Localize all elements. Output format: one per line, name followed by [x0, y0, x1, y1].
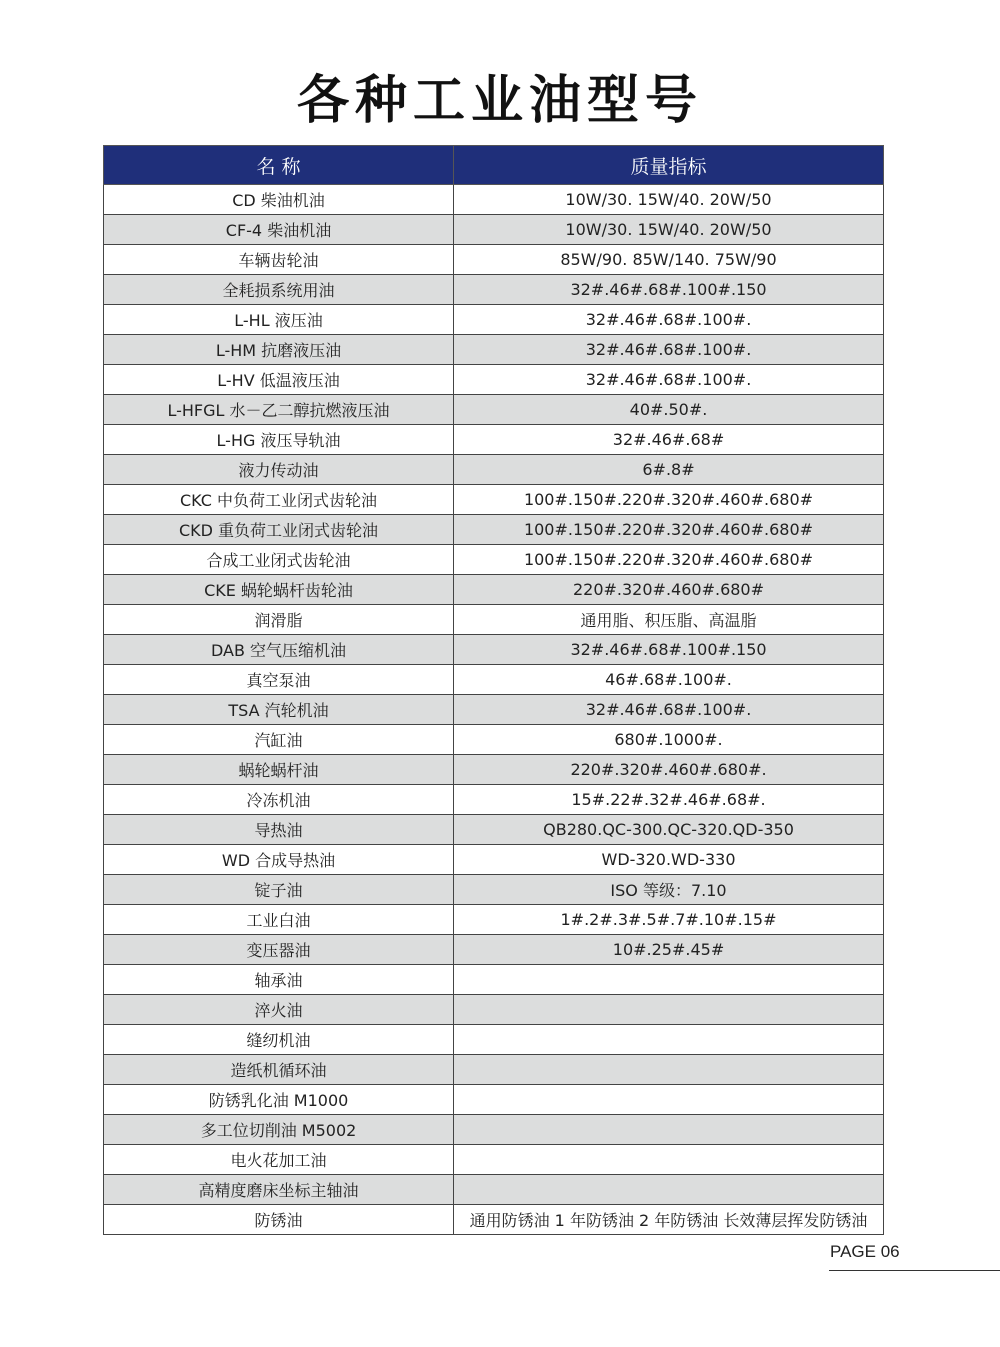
quality-spec-cell: 32#.46#.68#.100#.: [454, 695, 884, 725]
table-row: [104, 1025, 884, 1055]
table-row: [104, 185, 884, 215]
product-name-cell: 防锈油: [104, 1205, 454, 1235]
quality-spec-cell: 40#.50#.: [454, 395, 884, 425]
footer-rule: [829, 1270, 1000, 1271]
product-name-cell: 造纸机循环油: [104, 1055, 454, 1085]
quality-spec-cell: WD-320.WD-330: [454, 845, 884, 875]
quality-spec-cell: [454, 1145, 884, 1175]
table-row: [104, 905, 884, 935]
quality-spec-cell: 32#.46#.68#.100#.: [454, 365, 884, 395]
table-row: [104, 455, 884, 485]
table-row: [104, 1205, 884, 1235]
quality-spec-cell: [454, 1115, 884, 1145]
product-name-cell: 汽缸油: [104, 725, 454, 755]
product-name-cell: 电火花加工油: [104, 1145, 454, 1175]
quality-spec-cell: 15#.22#.32#.46#.68#.: [454, 785, 884, 815]
quality-spec-cell: QB280.QC-300.QC-320.QD-350: [454, 815, 884, 845]
product-name-cell: 冷冻机油: [104, 785, 454, 815]
quality-spec-cell: 32#.46#.68#.100#.: [454, 305, 884, 335]
product-name-cell: 缝纫机油: [104, 1025, 454, 1055]
quality-spec-cell: 100#.150#.220#.320#.460#.680#: [454, 515, 884, 545]
table-row: [104, 575, 884, 605]
product-name-cell: CKE 蜗轮蜗杆齿轮油: [104, 575, 454, 605]
product-name-cell: WD 合成导热油: [104, 845, 454, 875]
table-row: [104, 1055, 884, 1085]
product-name-cell: 淬火油: [104, 995, 454, 1025]
quality-spec-cell: 32#.46#.68#.100#.150: [454, 275, 884, 305]
table-row: [104, 485, 884, 515]
table-row: [104, 875, 884, 905]
product-name-cell: L-HL 液压油: [104, 305, 454, 335]
quality-spec-cell: 32#.46#.68#.100#.: [454, 335, 884, 365]
quality-spec-cell: 10#.25#.45#: [454, 935, 884, 965]
product-name-cell: 车辆齿轮油: [104, 245, 454, 275]
table-row: [104, 215, 884, 245]
quality-spec-cell: 220#.320#.460#.680#.: [454, 755, 884, 785]
table-row: [104, 545, 884, 575]
quality-spec-cell: 680#.1000#.: [454, 725, 884, 755]
product-name-cell: 轴承油: [104, 965, 454, 995]
quality-spec-cell: 46#.68#.100#.: [454, 665, 884, 695]
table-row: [104, 965, 884, 995]
table-row: [104, 605, 884, 635]
product-name-cell: CD 柴油机油: [104, 185, 454, 215]
product-name-cell: CKD 重负荷工业闭式齿轮油: [104, 515, 454, 545]
quality-spec-cell: [454, 995, 884, 1025]
table-row: [104, 665, 884, 695]
product-name-cell: 锭子油: [104, 875, 454, 905]
quality-spec-cell: 100#.150#.220#.320#.460#.680#: [454, 545, 884, 575]
quality-spec-cell: [454, 1085, 884, 1115]
quality-spec-cell: 32#.46#.68#: [454, 425, 884, 455]
product-name-cell: 全耗损系统用油: [104, 275, 454, 305]
quality-spec-cell: 10W/30. 15W/40. 20W/50: [454, 215, 884, 245]
product-name-cell: 防锈乳化油 M1000: [104, 1085, 454, 1115]
quality-spec-cell: 32#.46#.68#.100#.150: [454, 635, 884, 665]
quality-spec-cell: [454, 1025, 884, 1055]
quality-spec-cell: 通用防锈油 1 年防锈油 2 年防锈油 长效薄层挥发防锈油: [454, 1205, 884, 1235]
quality-spec-cell: [454, 965, 884, 995]
quality-spec-cell: [454, 1175, 884, 1205]
oil-spec-table: [103, 145, 884, 1235]
table-row: [104, 845, 884, 875]
product-name-cell: TSA 汽轮机油: [104, 695, 454, 725]
quality-spec-cell: 100#.150#.220#.320#.460#.680#: [454, 485, 884, 515]
table-row: [104, 335, 884, 365]
table-row: [104, 305, 884, 335]
page-title: 各种工业油型号: [296, 71, 703, 131]
table-row: [104, 1115, 884, 1145]
table-body: [104, 185, 884, 1235]
quality-spec-cell: 10W/30. 15W/40. 20W/50: [454, 185, 884, 215]
product-name-cell: 工业白油: [104, 905, 454, 935]
product-name-cell: 导热油: [104, 815, 454, 845]
product-name-cell: L-HFGL 水－乙二醇抗燃液压油: [104, 395, 454, 425]
quality-spec-cell: 通用脂、积压脂、高温脂: [454, 605, 884, 635]
table-row: [104, 695, 884, 725]
table-row: [104, 995, 884, 1025]
table-row: [104, 395, 884, 425]
product-name-cell: 液力传动油: [104, 455, 454, 485]
table-row: [104, 275, 884, 305]
table-row: [104, 1085, 884, 1115]
product-name-cell: 多工位切削油 M5002: [104, 1115, 454, 1145]
table-header-row: [104, 146, 884, 185]
quality-spec-cell: [454, 1055, 884, 1085]
table-row: [104, 935, 884, 965]
product-name-cell: L-HM 抗磨液压油: [104, 335, 454, 365]
table-row: [104, 245, 884, 275]
product-name-cell: 变压器油: [104, 935, 454, 965]
table-row: [104, 1145, 884, 1175]
product-name-cell: L-HG 液压导轨油: [104, 425, 454, 455]
page-number: PAGE 06: [830, 1242, 900, 1261]
quality-spec-cell: ISO 等级：7.10: [454, 875, 884, 905]
table-row: [104, 1175, 884, 1205]
table-row: [104, 785, 884, 815]
quality-spec-cell: 85W/90. 85W/140. 75W/90: [454, 245, 884, 275]
product-name-cell: 真空泵油: [104, 665, 454, 695]
quality-spec-cell: 6#.8#: [454, 455, 884, 485]
column-header-name: 名 称: [104, 146, 454, 185]
product-name-cell: L-HV 低温液压油: [104, 365, 454, 395]
quality-spec-cell: 1#.2#.3#.5#.7#.10#.15#: [454, 905, 884, 935]
table-row: [104, 725, 884, 755]
table-row: [104, 425, 884, 455]
product-name-cell: CKC 中负荷工业闭式齿轮油: [104, 485, 454, 515]
product-name-cell: 润滑脂: [104, 605, 454, 635]
table-row: [104, 515, 884, 545]
product-name-cell: 合成工业闭式齿轮油: [104, 545, 454, 575]
table-row: [104, 635, 884, 665]
product-name-cell: CF-4 柴油机油: [104, 215, 454, 245]
table-row: [104, 755, 884, 785]
column-header-spec: 质量指标: [454, 146, 884, 185]
product-name-cell: 高精度磨床坐标主轴油: [104, 1175, 454, 1205]
table-row: [104, 365, 884, 395]
product-name-cell: DAB 空气压缩机油: [104, 635, 454, 665]
quality-spec-cell: 220#.320#.460#.680#: [454, 575, 884, 605]
product-name-cell: 蜗轮蜗杆油: [104, 755, 454, 785]
table-row: [104, 815, 884, 845]
